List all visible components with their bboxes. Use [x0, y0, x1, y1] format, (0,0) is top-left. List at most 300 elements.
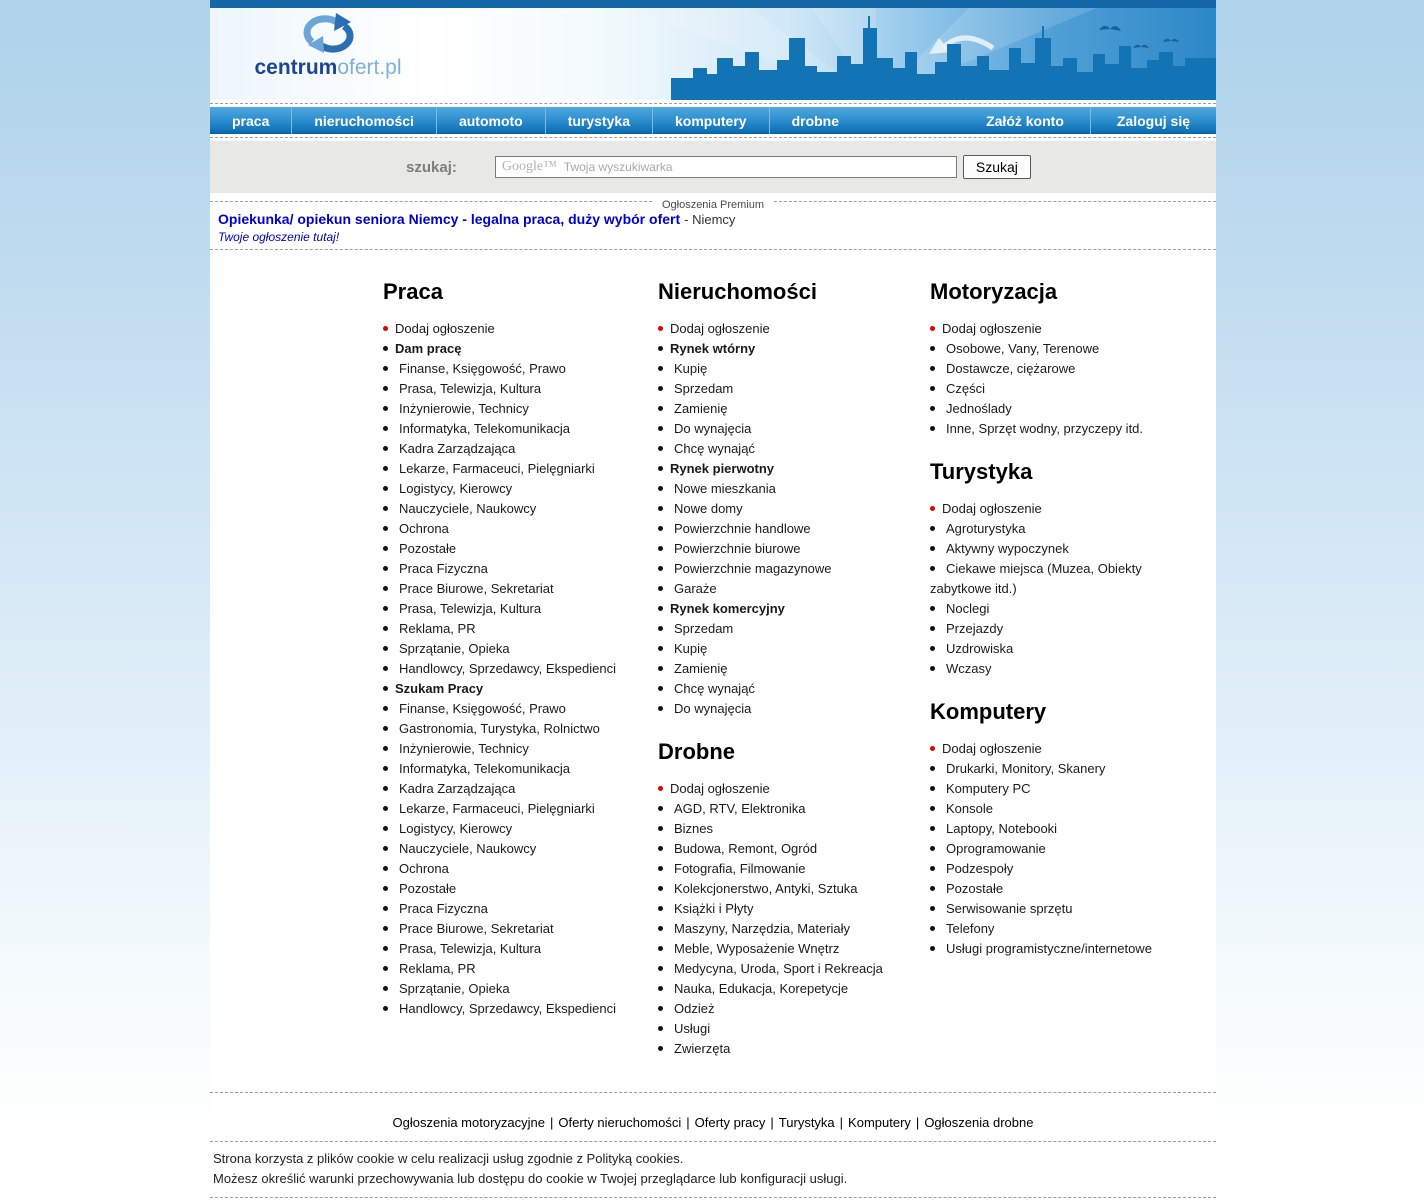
subcategory-link[interactable] [658, 559, 930, 579]
footer-link[interactable]: Komputery [848, 1115, 911, 1130]
footer-link-separator: | [550, 1115, 554, 1130]
subcategory-link[interactable] [658, 679, 930, 699]
bullet-icon [658, 626, 663, 631]
subcategory-link[interactable] [383, 979, 658, 999]
bullet-icon [658, 686, 663, 691]
bullet-icon [930, 426, 935, 431]
bullet-icon [930, 826, 935, 831]
link-label: Sprzedam [674, 381, 734, 396]
subcategory-header-link[interactable] [658, 339, 930, 359]
bullet-icon [658, 526, 663, 531]
bullet-icon [930, 806, 935, 811]
premium-ad-title[interactable]: Opiekunka/ opiekun seniora Niemcy - legalna praca, duży wybór ofert [218, 211, 681, 227]
category-column [383, 279, 658, 1059]
link-label: Nauczyciele, Naukowcy [399, 501, 537, 516]
bullet-icon [930, 866, 935, 871]
link-label: Prasa, Telewizja, Kultura [399, 601, 542, 616]
link-label: Reklama, PR [399, 621, 476, 636]
bullet-icon [930, 566, 935, 571]
bullet-icon [658, 786, 663, 791]
bullet-icon [930, 626, 935, 631]
bullet-icon [930, 506, 935, 511]
subcategory-link[interactable] [658, 659, 930, 679]
search-input[interactable] [495, 156, 957, 178]
link-label: Prasa, Telewizja, Kultura [399, 941, 542, 956]
category-column [658, 279, 930, 1059]
bullet-icon [658, 606, 663, 611]
search-button[interactable]: Szukaj [963, 155, 1031, 179]
subcategory-link[interactable] [383, 999, 658, 1019]
search-placeholder: Twoja wyszukiwarka [563, 160, 673, 174]
subcategory-link[interactable] [383, 699, 658, 719]
subcategory-link[interactable] [930, 599, 1206, 619]
footer-link[interactable]: Ogłoszenia drobne [924, 1115, 1034, 1130]
link-label: Jednoślady [946, 401, 1012, 416]
link-label: Uzdrowiska [946, 641, 1014, 656]
subcategory-link[interactable] [383, 859, 658, 879]
subcategory-link[interactable] [930, 379, 1206, 399]
bullet-icon [383, 926, 388, 931]
bullet-icon [658, 706, 663, 711]
subcategory-link[interactable] [658, 359, 930, 379]
link-label: Dam pracę [395, 341, 462, 356]
link-label: Do wynajęcia [674, 421, 752, 436]
bullet-icon [383, 646, 388, 651]
bullet-icon [658, 346, 663, 351]
link-label: Dodaj ogłoszenie [942, 501, 1042, 516]
link-label: Dodaj ogłoszenie [395, 321, 495, 336]
category-column [930, 279, 1216, 1059]
bullet-icon [658, 966, 663, 971]
subcategory-link[interactable] [658, 499, 930, 519]
link-label: Finanse, Księgowość, Prawo [399, 701, 566, 716]
bullet-icon [930, 746, 935, 751]
subcategory-link[interactable] [930, 839, 1206, 859]
subcategory-link[interactable] [930, 879, 1206, 899]
subcategory-link[interactable] [930, 559, 1206, 599]
subcategory-link[interactable] [658, 899, 930, 919]
premium-ad [210, 207, 1216, 246]
link-label: Garaże [674, 581, 717, 596]
subcategory-link[interactable] [658, 859, 930, 879]
add-listing-link[interactable] [930, 319, 1206, 339]
subcategory-link[interactable] [658, 619, 930, 639]
premium-legend [210, 195, 1216, 211]
footer-link[interactable]: Ogłoszenia motoryzacyjne [392, 1115, 545, 1130]
bullet-icon [930, 666, 935, 671]
bullet-icon [658, 406, 663, 411]
site-logo[interactable] [238, 10, 418, 80]
subcategory-link[interactable] [383, 499, 658, 519]
link-label: Dodaj ogłoszenie [942, 741, 1042, 756]
login-link[interactable]: Zaloguj się [1090, 107, 1216, 134]
bullet-icon [383, 906, 388, 911]
category-section [658, 279, 930, 719]
subcategory-link[interactable] [383, 419, 658, 439]
divider [210, 1092, 1216, 1093]
subcategory-link[interactable] [658, 479, 930, 499]
subcategory-link[interactable] [658, 959, 930, 979]
nav-right-group [960, 107, 1216, 134]
link-label: Nauczyciele, Naukowcy [399, 841, 537, 856]
search-band [210, 141, 1216, 193]
subcategory-link[interactable] [383, 639, 658, 659]
link-label: Meble, Wyposażenie Wnętrz [674, 941, 840, 956]
footer-link-separator: | [839, 1115, 844, 1130]
bullet-icon [930, 606, 935, 611]
subcategory-link[interactable] [930, 519, 1206, 539]
link-label: Finanse, Księgowość, Prawo [399, 361, 566, 376]
subcategory-link[interactable] [658, 939, 930, 959]
category-list [383, 319, 658, 1019]
bullet-icon [658, 886, 663, 891]
bullet-icon [383, 666, 388, 671]
link-label: Maszyny, Narzędzia, Materiały [674, 921, 851, 936]
bullet-icon [658, 846, 663, 851]
subcategory-header-link[interactable] [658, 459, 930, 479]
category-list [930, 499, 1206, 679]
bullet-icon [383, 786, 388, 791]
subcategory-link[interactable] [930, 819, 1206, 839]
footer-link[interactable]: Turystyka [778, 1115, 835, 1130]
cookie-line-1: Strona korzysta z plików cookie w celu realizacji usług zgodnie z Polityką cookies. [213, 1151, 684, 1166]
subcategory-link[interactable] [658, 879, 930, 899]
subcategory-link[interactable] [383, 779, 658, 799]
subcategory-link[interactable] [930, 799, 1206, 819]
category-section [383, 279, 658, 1019]
category-list [930, 319, 1206, 439]
subcategory-header-link[interactable] [383, 339, 658, 359]
bullet-icon [383, 366, 388, 371]
subcategory-link[interactable] [383, 759, 658, 779]
link-label: Powierzchnie magazynowe [674, 561, 832, 576]
bullet-icon [383, 766, 388, 771]
bullet-icon [658, 566, 663, 571]
link-label: Biznes [674, 821, 714, 836]
bullet-icon [383, 806, 388, 811]
subcategory-link[interactable] [383, 839, 658, 859]
bullet-icon [658, 586, 663, 591]
subcategory-link[interactable] [383, 619, 658, 639]
footer-link[interactable]: Oferty nieruchomości [558, 1115, 682, 1130]
bullet-icon [658, 826, 663, 831]
bullet-icon [383, 826, 388, 831]
page-footer [210, 1115, 1216, 1204]
subcategory-link[interactable] [658, 1019, 930, 1039]
link-label: Laptopy, Notebooki [946, 821, 1058, 836]
link-label: Chcę wynająć [674, 681, 755, 696]
link-label: Pozostałe [946, 881, 1004, 896]
bullet-icon [383, 966, 388, 971]
subcategory-link[interactable] [383, 799, 658, 819]
link-label: Sprzedam [674, 621, 734, 636]
link-label: Medycyna, Uroda, Sport i Rekreacja [674, 961, 883, 976]
bullet-icon [383, 726, 388, 731]
nav-item-turystyka[interactable]: turystyka [545, 107, 652, 134]
category-title[interactable]: Turystyka [930, 459, 1033, 484]
footer-link-separator: | [770, 1115, 774, 1130]
link-label: Podzespoły [946, 861, 1014, 876]
link-label: Przejazdy [946, 621, 1004, 636]
bullet-icon [383, 426, 388, 431]
divider [210, 249, 1216, 250]
link-label: Osobowe, Vany, Terenowe [946, 341, 1100, 356]
subcategory-link[interactable] [930, 399, 1206, 419]
link-label: Informatyka, Telekomunikacja [399, 421, 571, 436]
nav-item-nieruchomosci[interactable]: nieruchomości [291, 107, 436, 134]
link-label: Szukam Pracy [395, 681, 484, 696]
link-label: Inżynierowie, Technicy [399, 741, 529, 756]
link-label: Dostawcze, ciężarowe [946, 361, 1076, 376]
subcategory-link[interactable] [930, 859, 1206, 879]
link-label: Ochrona [399, 861, 449, 876]
subcategory-link[interactable] [658, 1039, 930, 1059]
bullet-icon [383, 986, 388, 991]
subcategory-link[interactable] [383, 599, 658, 619]
divider [210, 1141, 1216, 1142]
logo-arrows-icon [296, 10, 360, 56]
link-label: Powierzchnie biurowe [674, 541, 801, 556]
link-label: Agroturystyka [946, 521, 1026, 536]
subcategory-link[interactable] [383, 919, 658, 939]
bullet-icon [658, 806, 663, 811]
link-label: Serwisowanie sprzętu [946, 901, 1073, 916]
category-section [930, 699, 1206, 959]
add-listing-link[interactable] [658, 779, 930, 799]
bullet-icon [383, 506, 388, 511]
subcategory-link[interactable] [658, 399, 930, 419]
subcategory-link[interactable] [383, 579, 658, 599]
link-label: Reklama, PR [399, 961, 476, 976]
subcategory-link[interactable] [383, 939, 658, 959]
subcategory-link[interactable] [658, 839, 930, 859]
category-section [930, 459, 1206, 679]
subcategory-link[interactable] [658, 799, 930, 819]
category-title[interactable]: Komputery [930, 699, 1047, 724]
link-label: Powierzchnie handlowe [674, 521, 811, 536]
category-columns [210, 253, 1216, 1089]
link-label: Drukarki, Monitory, Skanery [946, 761, 1106, 776]
subcategory-link[interactable] [383, 519, 658, 539]
bullet-icon [930, 646, 935, 651]
category-title[interactable]: Nieruchomości [658, 279, 817, 304]
divider [210, 103, 1216, 104]
bullet-icon [383, 586, 388, 591]
link-label: Prace Biurowe, Sekretariat [399, 581, 554, 596]
subcategory-link[interactable] [658, 819, 930, 839]
link-label: Aktywny wypoczynek [946, 541, 1069, 556]
subcategory-link[interactable] [383, 739, 658, 759]
subcategory-link[interactable] [383, 959, 658, 979]
nav-item-drobne[interactable]: drobne [769, 107, 861, 134]
subcategory-link[interactable] [930, 939, 1206, 959]
top-strip [210, 0, 1216, 8]
subcategory-link[interactable] [383, 479, 658, 499]
bullet-icon [658, 866, 663, 871]
link-label: Logistycy, Kierowcy [399, 481, 513, 496]
footer-link-separator: | [915, 1115, 920, 1130]
link-label: Kadra Zarządzająca [399, 441, 516, 456]
bullet-icon [383, 466, 388, 471]
add-listing-link[interactable] [383, 319, 658, 339]
subcategory-link[interactable] [658, 539, 930, 559]
link-label: Do wynajęcia [674, 701, 752, 716]
category-list [658, 779, 930, 1059]
bullet-icon [383, 486, 388, 491]
subcategory-link[interactable] [383, 659, 658, 679]
bullet-icon [658, 946, 663, 951]
link-label: Zwierzęta [674, 1041, 731, 1056]
subcategory-link[interactable] [930, 539, 1206, 559]
subcategory-link[interactable] [383, 559, 658, 579]
category-title[interactable]: Drobne [658, 739, 735, 764]
premium-ad-cta[interactable]: Twoje ogłoszenie tutaj! [218, 230, 340, 244]
main-nav [210, 107, 1216, 134]
footer-link[interactable]: Oferty pracy [694, 1115, 766, 1130]
bullet-icon [658, 446, 663, 451]
bullet-icon [930, 946, 935, 951]
nav-item-komputery[interactable]: komputery [652, 107, 769, 134]
link-label: Nowe mieszkania [674, 481, 776, 496]
subcategory-link[interactable] [383, 399, 658, 419]
subcategory-link[interactable] [930, 419, 1206, 439]
link-label: Inżynierowie, Technicy [399, 401, 529, 416]
bullet-icon [658, 1006, 663, 1011]
add-listing-link[interactable] [930, 739, 1206, 759]
link-label: Komputery PC [946, 781, 1031, 796]
bullet-icon [658, 366, 663, 371]
subcategory-link[interactable] [930, 659, 1206, 679]
link-label: Budowa, Remont, Ogród [674, 841, 818, 856]
subcategory-link[interactable] [383, 819, 658, 839]
subcategory-link[interactable] [383, 719, 658, 739]
premium-heading: Ogłoszenia Premium [654, 199, 772, 211]
subcategory-link[interactable] [383, 879, 658, 899]
bullet-icon [658, 1046, 663, 1051]
bullet-icon [930, 906, 935, 911]
bullet-icon [383, 546, 388, 551]
subcategory-link[interactable] [658, 379, 930, 399]
link-label: Ochrona [399, 521, 449, 536]
link-label: Dodaj ogłoszenie [670, 321, 770, 336]
link-label: Telefony [946, 921, 995, 936]
subcategory-link[interactable] [930, 759, 1206, 779]
bullet-icon [658, 546, 663, 551]
add-listing-link[interactable] [930, 499, 1206, 519]
subcategory-header-link[interactable] [383, 679, 658, 699]
footer-link-separator: | [686, 1115, 690, 1130]
bullet-icon [658, 326, 663, 331]
logo-text-centrum: centrum [254, 56, 338, 79]
category-title[interactable]: Motoryzacja [930, 279, 1058, 304]
link-label: Handlowcy, Sprzedawcy, Ekspedienci [399, 661, 617, 676]
subcategory-link[interactable] [658, 579, 930, 599]
subcategory-link[interactable] [383, 459, 658, 479]
link-label: Konsole [946, 801, 993, 816]
bullet-icon [930, 846, 935, 851]
create-account-link[interactable]: Załóż konto [986, 112, 1064, 129]
link-label: Informatyka, Telekomunikacja [399, 761, 571, 776]
subcategory-link[interactable] [383, 439, 658, 459]
subcategory-link[interactable] [658, 439, 930, 459]
bullet-icon [383, 846, 388, 851]
link-label: Logistycy, Kierowcy [399, 821, 513, 836]
bullet-icon [658, 426, 663, 431]
subcategory-link[interactable] [930, 339, 1206, 359]
site-header [210, 8, 1216, 100]
link-label: Kupię [674, 361, 708, 376]
bullet-icon [658, 986, 663, 991]
bullet-icon [383, 706, 388, 711]
add-listing-link[interactable] [658, 319, 930, 339]
page-container [210, 0, 1216, 1204]
link-label: Kadra Zarządzająca [399, 781, 516, 796]
link-label: Zamienię [674, 661, 728, 676]
subcategory-link[interactable] [383, 359, 658, 379]
subcategory-header-link[interactable] [658, 599, 930, 619]
link-label: Usługi [674, 1021, 711, 1036]
bullet-icon [658, 666, 663, 671]
bullet-icon [930, 786, 935, 791]
bullet-icon [658, 466, 663, 471]
subcategory-link[interactable] [383, 539, 658, 559]
link-label: Odzież [674, 1001, 715, 1016]
subcategory-link[interactable] [383, 379, 658, 399]
bullet-icon [658, 1026, 663, 1031]
bullet-icon [658, 486, 663, 491]
link-label: Prasa, Telewizja, Kultura [399, 381, 542, 396]
subcategory-link[interactable] [658, 699, 930, 719]
subcategory-link[interactable] [658, 639, 930, 659]
bullet-icon [383, 406, 388, 411]
google-logo: Google™ [501, 159, 557, 174]
bullet-icon [383, 746, 388, 751]
subcategory-link[interactable] [383, 899, 658, 919]
cookie-notice [210, 1145, 1216, 1194]
bullet-icon [930, 886, 935, 891]
subcategory-link[interactable] [930, 779, 1206, 799]
link-label: Chcę wynająć [674, 441, 755, 456]
subcategory-link[interactable] [930, 919, 1206, 939]
subcategory-link[interactable] [930, 639, 1206, 659]
bullet-icon [930, 366, 935, 371]
divider [210, 137, 1216, 138]
category-title[interactable]: Praca [383, 279, 443, 304]
link-label: Prace Biurowe, Sekretariat [399, 921, 554, 936]
subcategory-link[interactable] [930, 359, 1206, 379]
city-skyline-illustration [671, 8, 1216, 100]
link-label: AGD, RTV, Elektronika [674, 801, 806, 816]
nav-item-praca[interactable]: praca [232, 112, 270, 129]
subcategory-link[interactable] [930, 899, 1206, 919]
link-label: Noclegi [946, 601, 990, 616]
subcategory-link[interactable] [930, 619, 1206, 639]
bullet-icon [930, 346, 935, 351]
subcategory-link[interactable] [658, 979, 930, 999]
link-label: Sprzątanie, Opieka [399, 641, 510, 656]
subcategory-link[interactable] [658, 919, 930, 939]
nav-item-automoto[interactable]: automoto [436, 107, 545, 134]
bullet-icon [383, 446, 388, 451]
bullet-icon [930, 766, 935, 771]
link-label: Kupię [674, 641, 708, 656]
subcategory-link[interactable] [658, 999, 930, 1019]
link-label: Usługi programistyczne/internetowe [946, 941, 1152, 956]
subcategory-link[interactable] [658, 419, 930, 439]
link-label: Pozostałe [399, 541, 457, 556]
logo-text [238, 56, 418, 80]
subcategory-link[interactable] [658, 519, 930, 539]
